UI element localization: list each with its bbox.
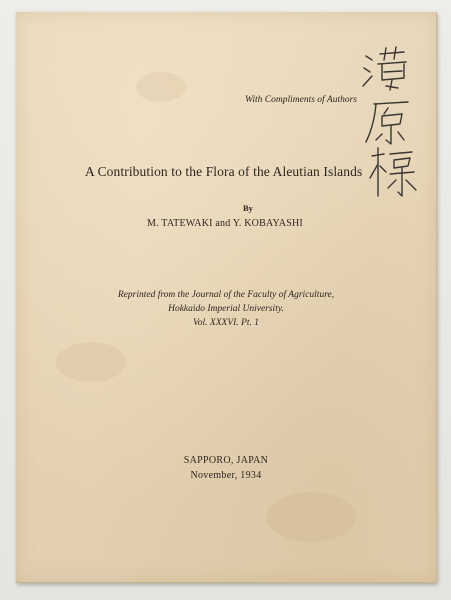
compliments-note: With Compliments of Authors <box>245 95 357 105</box>
authors: M. TATEWAKI and Y. KOBAYASHI <box>147 218 303 229</box>
publication-place: SAPPORO, JAPAN <box>183 455 269 466</box>
reprint-volume-line: Vol. XXXVI. Pt. 1 <box>193 318 259 328</box>
paper-stain <box>136 72 186 102</box>
reprint-institution-line: Hokkaido Imperial University. <box>168 304 284 314</box>
reprint-source-line: Reprinted from the Journal of the Faculty of Agriculture, <box>117 290 335 300</box>
document-title: A Contribution to the Flora of the Aleutian Islands <box>85 164 363 179</box>
booklet-cover <box>16 12 437 583</box>
paper-stain <box>266 492 356 542</box>
handwritten-inscription <box>360 46 420 206</box>
publication-date: November, 1934 <box>190 470 262 481</box>
paper-stain <box>56 342 126 382</box>
byline-label: By <box>243 203 253 213</box>
